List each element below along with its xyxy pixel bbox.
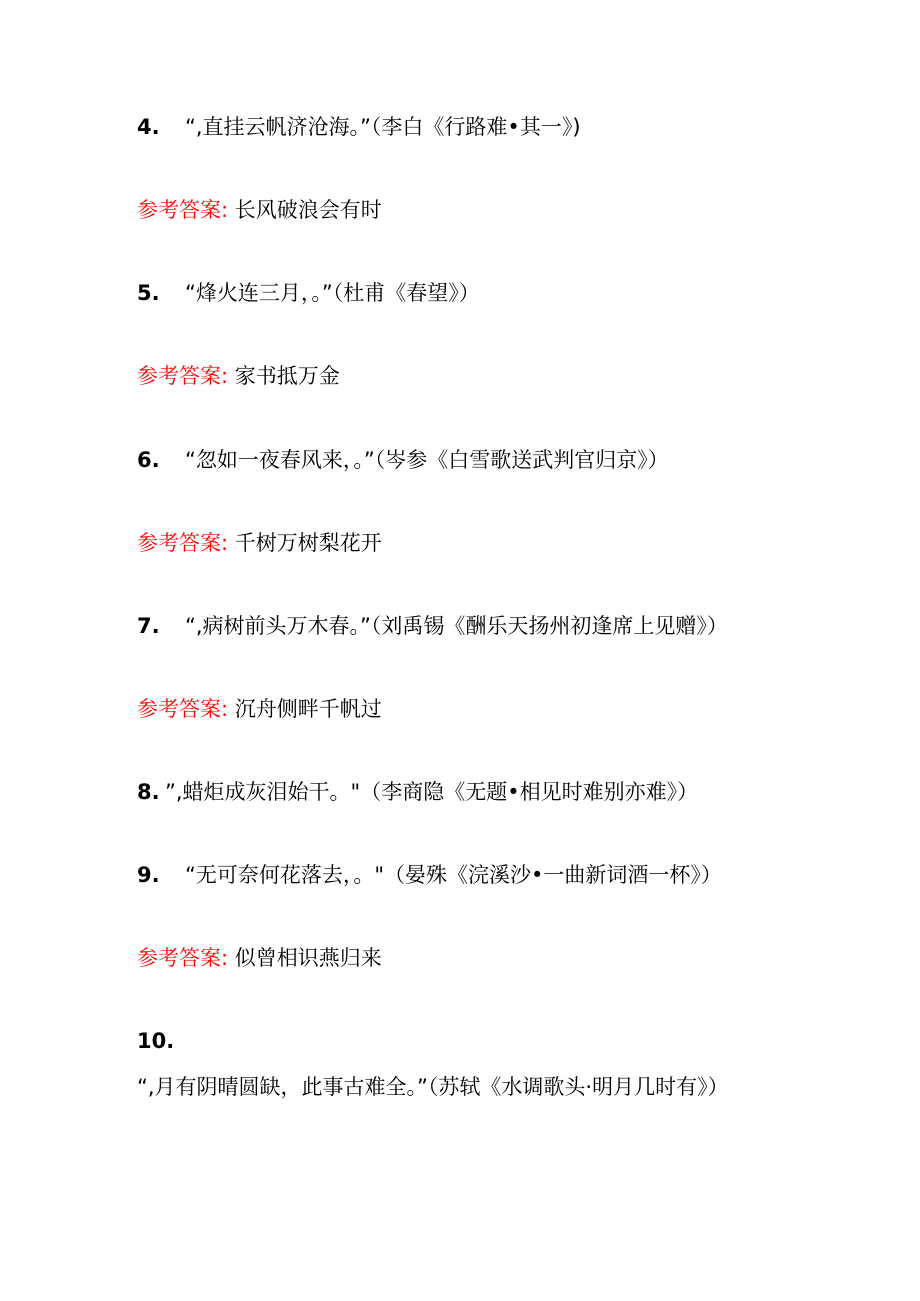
answer-text: 千树万树梨花开 xyxy=(234,531,382,555)
question-text: “无可奈何花落去，。"（晏殊《浣溪沙•一曲新词酒一杯》） xyxy=(185,863,722,887)
answer-5 xyxy=(137,353,797,399)
answer-text: 长风破浪会有时 xyxy=(234,198,382,222)
question-5 xyxy=(137,270,797,316)
question-number: 10. xyxy=(137,1029,175,1053)
question-number: 4. xyxy=(137,115,160,139)
answer-label: 参考答案: xyxy=(137,946,229,970)
question-7 xyxy=(137,603,797,649)
question-8 xyxy=(137,769,797,815)
answer-text: 似曾相识燕归来 xyxy=(234,946,382,970)
answer-label: 参考答案: xyxy=(137,531,229,555)
question-number: 8. xyxy=(137,780,160,804)
answer-label: 参考答案: xyxy=(137,364,229,388)
question-9 xyxy=(137,852,797,898)
answer-6 xyxy=(137,520,797,566)
question-10 xyxy=(137,1018,777,1110)
question-text: “,月有阴晴圆缺，此事古难全。”（苏轼《水调歌头·明月几时有》） xyxy=(137,1075,729,1099)
answer-9 xyxy=(137,935,797,981)
question-text: ”,蜡炬成灰泪始干。"（李商隐《无题•相见时难别亦难》） xyxy=(165,780,699,804)
answer-text: 沉舟侧畔千帆过 xyxy=(234,697,382,721)
question-6 xyxy=(137,437,797,483)
question-number: 6. xyxy=(137,448,160,472)
answer-label: 参考答案: xyxy=(137,198,229,222)
question-number: 7. xyxy=(137,614,160,638)
question-number: 9. xyxy=(137,863,160,887)
answer-4 xyxy=(137,187,797,233)
answer-label: 参考答案: xyxy=(137,697,229,721)
question-4 xyxy=(137,104,797,150)
question-number: 5. xyxy=(137,281,160,305)
question-text: “,直挂云帆济沧海。”（李白《行路难•其一》) xyxy=(185,115,581,139)
question-text: “烽火连三月，。”（杜甫《春望》） xyxy=(185,281,480,305)
answer-7 xyxy=(137,686,797,732)
answer-text: 家书抵万金 xyxy=(234,364,340,388)
question-text: “忽如一夜春风来，。”（岑参《白雪歌送武判官归京》） xyxy=(185,448,669,472)
question-text: “,病树前头万木春。”（刘禹锡《酬乐天扬州初逢席上见赠》） xyxy=(185,614,728,638)
